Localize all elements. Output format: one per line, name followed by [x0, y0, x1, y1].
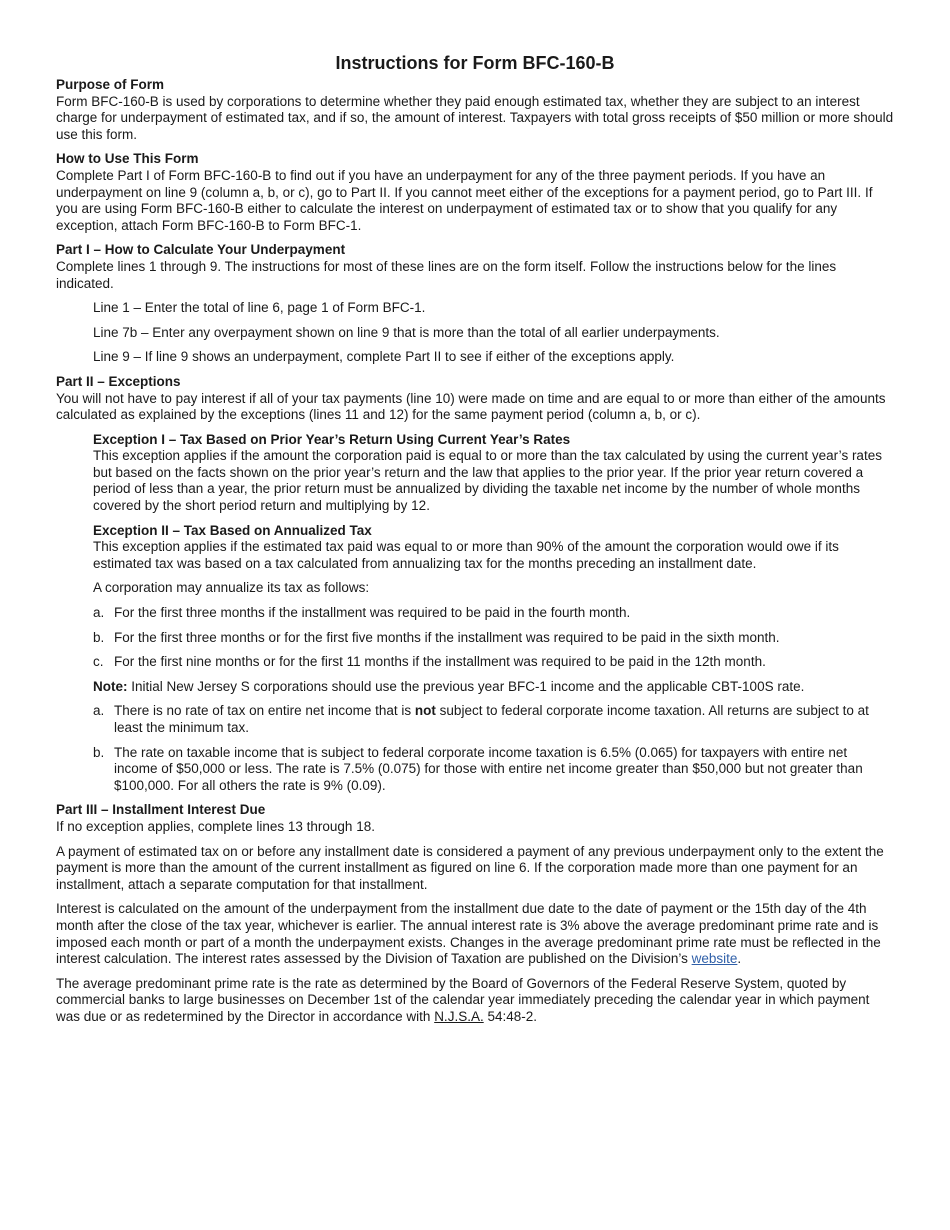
annualize-item	[93, 630, 894, 647]
exception2-heading: Exception II – Tax Based on Annualized Tax	[93, 522, 372, 538]
part3-heading: Part III – Installment Interest Due	[56, 802, 266, 818]
annualize-item-label: b.	[93, 629, 105, 645]
exception1-text: This exception applies if the amount the corporation paid is equal to or more than the tax calculated by using the current year’s rates but based on the facts shown on the prior year’s return and the law that applies to the prior year. If the prior year return covered a period of less than a year, the prior return must be annualized by dividing the taxable net income by the number of whole months covered by the short period return and multiplying by 12.	[93, 448, 882, 514]
part3-text4-post: 54:48-2.	[483, 1008, 537, 1024]
purpose-text: Form BFC-160-B is used by corporations to determine whether they paid enough estimated tax, whether they are subject to an interest charge for underpayment of estimated tax, and if so, the amount of interest. Taxpayers with total gross receipts of $50 million or more should use this form.	[56, 93, 894, 142]
note-a-pre: There is no rate of tax on entire net income that is	[114, 703, 415, 719]
annualize-item	[93, 654, 894, 671]
note-paragraph	[93, 679, 894, 696]
part1-line-1: Line 1 – Enter the total of line 6, page 1 of Form BFC-1.	[93, 300, 426, 316]
purpose-section	[56, 77, 894, 143]
part3-text2: A payment of estimated tax on or before any installment date is considered a payment of any previous underpayment only to the extent the payment is more than the amount of the current installment as figured on line 6. If the corporation made more than one payment for an installment, attach a separate computation for that installment.	[56, 843, 884, 892]
annualize-item-text: For the first three months if the installment was required to be paid in the fourth month.	[114, 605, 631, 621]
note-label: Note:	[93, 678, 128, 694]
annualize-intro: A corporation may annualize its tax as follows:	[93, 580, 370, 596]
part3-text4	[56, 976, 894, 1026]
part3-text4-pre: The average predominant prime rate is the rate as determined by the Board of Governors of the Federal Reserve System, quoted by commercial banks to large businesses on December 1st of the calendar year immediately preceding the calendar year in which payment was due or as redetermined by the Director in accordance with	[56, 975, 870, 1024]
note-item-a-label: a.	[93, 703, 105, 719]
note-item-a	[93, 703, 894, 736]
annualize-item-label: a.	[93, 605, 105, 621]
part3-text3-post: .	[737, 951, 742, 967]
part1-line-7b: Line 7b – Enter any overpayment shown on line 9 that is more than the total of all earlier underpayments.	[93, 324, 720, 340]
how-to-use-section	[56, 151, 894, 234]
note-text: Initial New Jersey S corporations should use the previous year BFC-1 income and the applicable CBT-100S rate.	[127, 678, 805, 694]
part2-section	[56, 374, 894, 794]
part3-text1: If no exception applies, complete lines 13 through 18.	[56, 818, 375, 834]
note-item-b	[93, 745, 894, 795]
exception2-block	[93, 523, 894, 795]
njsa-reference: N.J.S.A.	[434, 1008, 484, 1024]
purpose-heading: Purpose of Form	[56, 77, 165, 92]
annualize-item-label: c.	[93, 654, 104, 670]
note-a-post: subject to federal corporate income taxation. All returns are subject to at least the minimum tax.	[114, 703, 869, 735]
part2-text: You will not have to pay interest if all of your tax payments (line 10) were made on time and are equal to or more than either of the amounts calculated as explained by the exceptions (lines 11 and 12) for the same payment period (column a, b, or c).	[56, 390, 886, 423]
part3-text3	[56, 901, 894, 967]
note-a-bold: not	[414, 703, 436, 719]
annualize-item-text: For the first nine months or for the first 11 months if the installment was required to be paid in the 12th month.	[114, 654, 766, 670]
how-to-use-text: Complete Part I of Form BFC-160-B to find out if you have an underpayment for any of the three payment periods. If you have an underpayment on line 9 (column a, b, or c), go to Part II. If you cannot meet either of the exceptions for a payment period, go to Part III. If you are using Form BFC-160-B either to calculate the interest on underpayment of estimated tax or to show that you qualify for any exception, attach Form BFC-160-B to Form BFC-1.	[56, 167, 873, 233]
division-website-link[interactable]: website	[691, 951, 738, 967]
annualize-item	[93, 605, 894, 622]
note-item-a-text	[114, 703, 894, 736]
part3-text3-pre: Interest is calculated on the amount of the underpayment from the installment due date to the date of payment or the 15th day of the 4th month after the close of the tax year, whichever is earlier. The annual interest rate is 3% above the average predominant prime rate and is imposed each month or part of a month the underpayment exists. Changes in the average predominant prime rate must be reflected in the interest calculation. The interest rates assessed by the Division of Taxation are published on the Division’s	[56, 901, 881, 967]
page-title: Instructions for Form BFC-160-B	[335, 53, 615, 73]
part3-section	[56, 802, 894, 1025]
how-to-use-heading: How to Use This Form	[56, 151, 199, 167]
annualize-item-text: For the first three months or for the first five months if the installment was required to be paid in the sixth month.	[114, 629, 780, 645]
part1-line-9: Line 9 – If line 9 shows an underpayment, complete Part II to see if either of the exceptions apply.	[93, 349, 675, 365]
note-item-b-label: b.	[93, 744, 105, 760]
part1-heading: Part I – How to Calculate Your Underpayment	[56, 242, 346, 258]
exception1-heading: Exception I – Tax Based on Prior Year’s Return Using Current Year’s Rates	[93, 431, 571, 447]
note-item-b-text: The rate on taxable income that is subject to federal corporate income taxation is 6.5% (0.065) for taxpayers with entire net income of $50,000 or less. The rate is 7.5% (0.075) for those with entire net income greater than $50,000 but not greater than $100,000. For all others the rate is 9% (0.09).	[114, 744, 863, 793]
instructions-page	[56, 52, 894, 1034]
exception1-block	[93, 432, 894, 515]
part1-text: Complete lines 1 through 9. The instructions for most of these lines are on the form itself. Follow the instructions below for the lines indicated.	[56, 258, 837, 291]
part2-heading: Part II – Exceptions	[56, 373, 181, 389]
part1-section	[56, 242, 894, 366]
exception2-text: This exception applies if the estimated tax paid was equal to or more than 90% of the amount the corporation would owe if its estimated tax was based on a tax calculated from annualizing tax for the months preceding an installment date.	[93, 539, 839, 571]
